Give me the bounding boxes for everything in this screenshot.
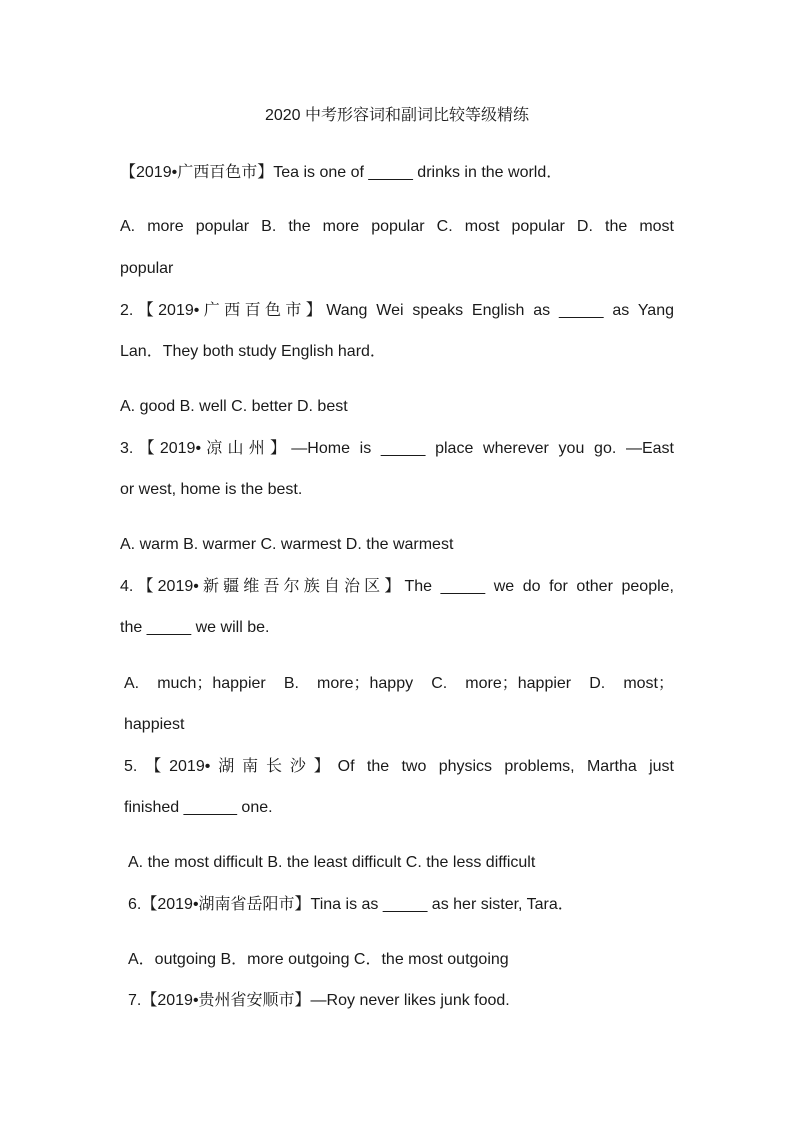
- q5-stem-continued: finished ______ one.: [124, 799, 273, 816]
- q4-options: A. much；happier B. more；happy C. more；happier D. most；: [124, 675, 674, 692]
- q4-stem-continued: the _____ we will be.: [120, 619, 270, 636]
- page-title: 2020 中考形容词和副词比较等级精练: [264, 107, 530, 124]
- q4-stem: 4.【2019•新疆维吾尔族自治区】The _____ we do for other people,: [120, 578, 674, 595]
- q3-options: A. warm B. warmer C. warmest D. the warmest: [120, 536, 454, 553]
- q6-options: A．outgoing B．more outgoing C．the most outgoing: [128, 951, 509, 968]
- q7-stem: 7.【2019•贵州省安顺市】—Roy never likes junk food.: [128, 992, 510, 1009]
- q5-stem: 5.【2019•湖南长沙】Of the two physics problems, Martha just: [124, 758, 674, 775]
- q4-options-continued: happiest: [124, 716, 185, 733]
- q3-stem-continued: or west, home is the best.: [120, 481, 303, 498]
- q1-stem: 【2019•广西百色市】Tea is one of _____ drinks in the world．: [120, 164, 563, 181]
- q1-options-continued: popular: [120, 260, 174, 277]
- q6-stem: 6.【2019•湖南省岳阳市】Tina is as _____ as her sister, Tara．: [128, 896, 574, 913]
- q2-options: A. good B. well C. better D. best: [120, 398, 348, 415]
- q2-stem: 2.【2019•广西百色市】Wang Wei speaks English as _____ as Yang: [120, 302, 674, 319]
- q2-stem-continued: Lan．They both study English hard．: [120, 343, 386, 360]
- q3-stem: 3.【2019•凉山州】—Home is _____ place wherever you go. —East: [120, 440, 674, 457]
- q1-options: A. more popular B. the more popular C. most popular D. the most: [120, 218, 674, 235]
- q5-options: A. the most difficult B. the least difficult C. the less difficult: [128, 854, 536, 871]
